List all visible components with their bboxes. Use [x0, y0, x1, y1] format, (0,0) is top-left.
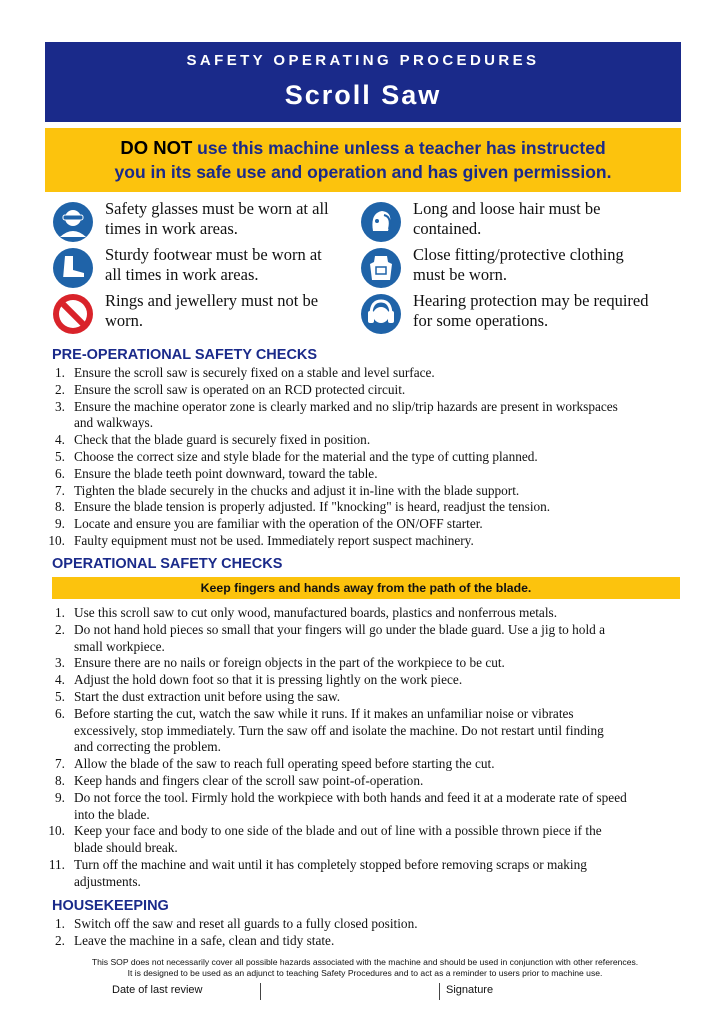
list-item-text: Locate and ensure you are familiar with the operation of the ON/OFF starter.	[74, 516, 483, 532]
list-item	[24, 382, 694, 399]
warning-line-1	[45, 136, 681, 160]
list-item-text: adjustments.	[74, 873, 141, 889]
list-item-text: Ensure the blade tension is properly adjusted. If "knocking" is heard, readjust the tension.	[74, 499, 551, 515]
list-item	[24, 622, 694, 656]
protective-clothing-icon	[360, 247, 402, 289]
list-item	[24, 857, 694, 891]
list-item	[24, 672, 694, 689]
disclaimer-line: It is designed to be used as an adjunct to teaching Safety Procedures and to act as a reminder to users prior to machine use.	[127, 968, 603, 978]
list-item-number: 4.	[55, 432, 65, 448]
list-item-text: Turn off the machine and wait until it has completely stopped before removing scraps or making	[74, 856, 587, 872]
warning-line-1-rest: use this machine unless a teacher has instructed	[192, 138, 606, 158]
ppe-item-protective-clothing	[360, 245, 660, 291]
list-item-number: 7.	[55, 482, 65, 498]
list-item	[24, 689, 694, 706]
signature-field-divider	[439, 983, 440, 1000]
ppe-text-line: times in work areas.	[105, 219, 238, 238]
permission-warning	[45, 128, 681, 192]
ppe-text-line: all times in work areas.	[105, 265, 259, 284]
list-item	[24, 756, 694, 773]
list-item-number: 8.	[55, 772, 65, 788]
list-item-text: Ensure the scroll saw is securely fixed on a stable and level surface.	[74, 365, 435, 380]
list-item-text: Start the dust extraction unit before using the saw.	[74, 688, 341, 704]
sturdy-footwear-icon	[52, 247, 94, 289]
no-jewellery-icon	[52, 293, 94, 335]
warning-line-2: you in its safe use and operation and has given permission.	[114, 162, 612, 182]
list-item-number: 10.	[48, 532, 65, 548]
list-item-number: 1.	[55, 605, 65, 620]
list-item	[24, 605, 694, 622]
operational-list	[24, 605, 694, 891]
list-item-number: 2.	[55, 932, 65, 948]
ppe-text-line: Close fitting/protective clothing	[413, 245, 624, 264]
header-banner	[45, 42, 681, 122]
list-item-number: 9.	[55, 789, 65, 805]
list-item-number: 1.	[55, 365, 65, 380]
list-item-text: Do not force the tool. Firmly hold the workpiece with both hands and feed it at a moderate rate of speed	[74, 789, 627, 805]
list-item-text: Ensure the scroll saw is operated on an RCD protected circuit.	[74, 381, 406, 397]
list-item-number: 8.	[55, 499, 65, 515]
pre-operational-list	[24, 365, 694, 550]
list-item-text: Tighten the blade securely in the chucks and adjust it in-line with the blade support.	[74, 482, 520, 498]
ppe-item-sturdy-footwear	[52, 245, 352, 291]
list-item-number: 2.	[55, 621, 65, 637]
ppe-item-long-hair	[360, 199, 660, 245]
disclaimer-line: This SOP does not necessarily cover all possible hazards associated with the machine and should be used in conjunction with other references.	[91, 957, 639, 967]
list-item-number: 2.	[55, 381, 65, 397]
review-date-field-divider	[260, 983, 261, 1000]
list-item	[24, 533, 694, 550]
list-item	[24, 483, 694, 500]
ppe-item-hearing-protection	[360, 291, 660, 337]
list-item-text: and correcting the problem.	[74, 739, 221, 755]
list-item-text: Allow the blade of the saw to reach full operating speed before starting the cut.	[74, 756, 495, 772]
housekeeping-heading: HOUSEKEEPING	[52, 898, 169, 914]
list-item-text: Use this scroll saw to cut only wood, manufactured boards, plastics and nonferrous metals.	[74, 605, 558, 620]
disclaimer	[60, 957, 670, 979]
list-item-text: Keep hands and fingers clear of the scroll saw point-of-operation.	[74, 772, 424, 788]
ppe-text-line: worn.	[105, 311, 144, 330]
hearing-protection-icon	[360, 293, 402, 335]
list-item	[24, 823, 694, 857]
ppe-text-line: Hearing protection may be required	[413, 291, 649, 310]
list-item-number: 5.	[55, 688, 65, 704]
list-item	[24, 790, 694, 824]
operational-heading: OPERATIONAL SAFETY CHECKS	[52, 556, 283, 572]
ppe-text-line: must be worn.	[413, 265, 507, 284]
safety-glasses-icon	[52, 201, 94, 243]
list-item-number: 4.	[55, 672, 65, 688]
list-item-text: into the blade.	[74, 806, 150, 822]
list-item	[24, 516, 694, 533]
ppe-item-safety-glasses	[52, 199, 352, 245]
housekeeping-list	[24, 916, 694, 950]
review-date-label: Date of last review	[112, 984, 203, 996]
list-item	[24, 466, 694, 483]
list-item-number: 6.	[55, 705, 65, 721]
list-item-text: Ensure there are no nails or foreign objects in the part of the workpiece to be cut.	[74, 655, 505, 671]
ppe-requirements	[52, 199, 682, 339]
list-item-text: Ensure the blade teeth point downward, toward the table.	[74, 465, 378, 481]
list-item-text: Do not hand hold pieces so small that your fingers will go under the blade guard. Use a jig to hold a	[74, 621, 606, 637]
list-item	[24, 432, 694, 449]
list-item	[24, 933, 694, 950]
list-item	[24, 773, 694, 790]
ppe-text-line: Long and loose hair must be	[413, 199, 601, 218]
list-item-text: Before starting the cut, watch the saw while it runs. If it makes an unfamiliar noise or vibrates	[74, 705, 574, 721]
list-item-text: Choose the correct size and style blade for the material and the type of cutting planned.	[74, 448, 538, 464]
list-item-number: 3.	[55, 655, 65, 671]
list-item-text: Ensure the machine operator zone is clearly marked and no slip/trip hazards are present in workspaces	[74, 398, 618, 414]
pre-operational-heading: PRE-OPERATIONAL SAFETY CHECKS	[52, 347, 318, 363]
warning-strong-text: DO NOT	[120, 137, 193, 158]
list-item	[24, 399, 694, 433]
list-item-number: 10.	[48, 823, 65, 839]
ppe-item-no-jewellery	[52, 291, 352, 337]
list-item	[24, 655, 694, 672]
document-subtitle: SAFETY OPERATING PROCEDURES	[186, 52, 540, 69]
list-item-number: 5.	[55, 448, 65, 464]
list-item	[24, 365, 694, 382]
ppe-text-line: Safety glasses must be worn at all	[105, 199, 329, 218]
list-item-number: 7.	[55, 756, 65, 772]
list-item-number: 11.	[48, 856, 65, 872]
list-item	[24, 916, 694, 933]
list-item-text: excessively, stop immediately. Turn the saw off and isolate the machine. Do not restart until finding	[74, 722, 604, 738]
list-item-text: Check that the blade guard is securely fixed in position.	[74, 432, 371, 448]
ppe-text-line: for some operations.	[413, 311, 549, 330]
list-item-number: 9.	[55, 516, 65, 532]
list-item-text: Keep your face and body to one side of the blade and out of line with a possible thrown piece if the	[74, 823, 602, 839]
ppe-text-line: Rings and jewellery must not be	[105, 291, 319, 310]
list-item	[24, 499, 694, 516]
blade-warning-banner: Keep fingers and hands away from the path of the blade.	[52, 577, 680, 599]
list-item-number: 6.	[55, 465, 65, 481]
signature-label: Signature	[446, 984, 494, 996]
list-item-text: Adjust the hold down foot so that it is pressing lightly on the work piece.	[74, 672, 463, 688]
list-item-text: and walkways.	[74, 415, 154, 431]
list-item-text: Switch off the saw and reset all guards to a fully closed position.	[74, 916, 418, 931]
list-item-number: 1.	[55, 916, 65, 931]
document-title: Scroll Saw	[284, 80, 442, 110]
list-item	[24, 706, 694, 756]
long-hair-icon	[360, 201, 402, 243]
list-item-number: 3.	[55, 398, 65, 414]
ppe-text-line: contained.	[413, 219, 482, 238]
list-item-text: Leave the machine in a safe, clean and tidy state.	[74, 932, 335, 948]
ppe-text-line: Sturdy footwear must be worn at	[105, 245, 322, 264]
list-item	[24, 449, 694, 466]
list-item-text: small workpiece.	[74, 638, 165, 654]
list-item-text: Faulty equipment must not be used. Immediately report suspect machinery.	[74, 532, 474, 548]
list-item-text: blade should break.	[74, 840, 178, 856]
